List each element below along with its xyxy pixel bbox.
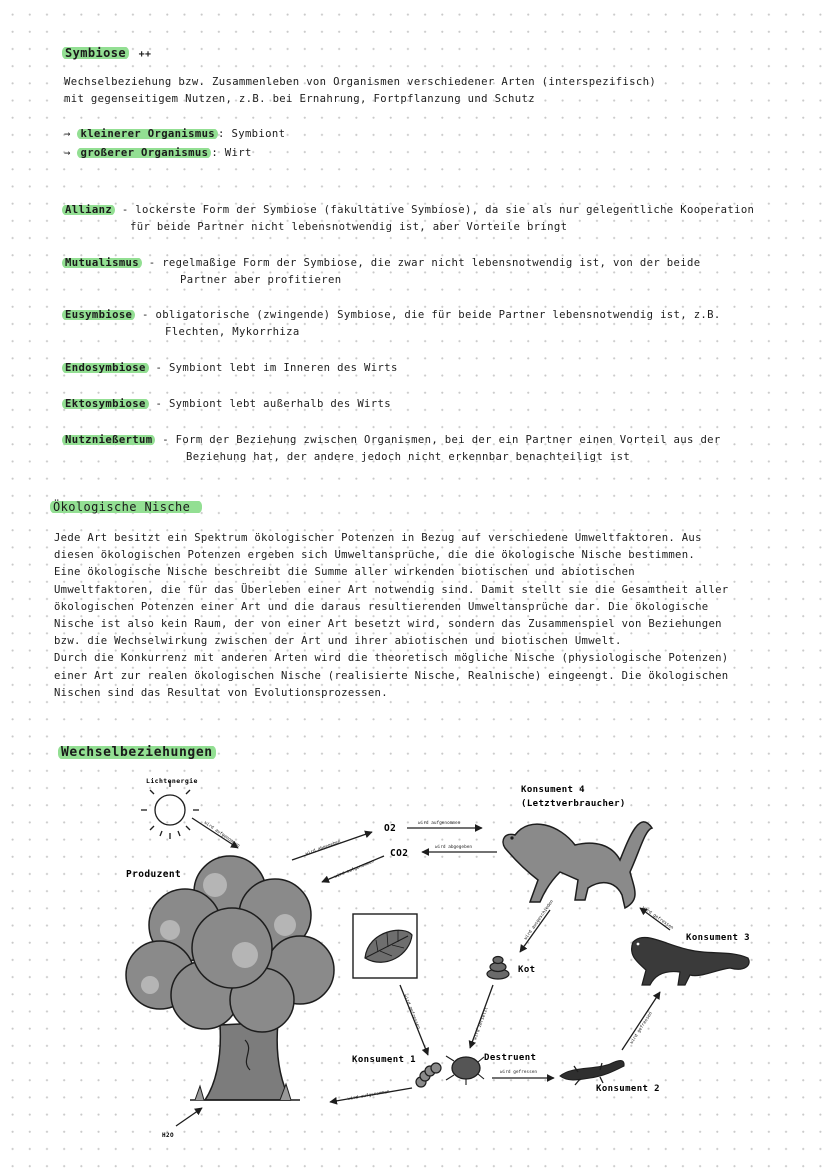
note-k2-k3: wird gefressen [629,1011,654,1046]
form-term: Nutznießertum [62,434,155,446]
nische-title: Ökologische Nische [50,500,202,514]
note-destruent-k2: wird gefressen [500,1070,538,1075]
note-o2-taken: wird aufgenommen [418,821,461,826]
note-k1-tree: wird aufgenommen [347,1089,391,1102]
label-h2o: H2O [162,1132,175,1139]
symbiont-colon: : [218,128,225,140]
form-line-1: - Symbiont lebt im Inneren des Wirts [155,362,398,374]
note-k3-k4: wird gefressen [640,905,675,931]
sun-icon [141,781,199,839]
note-o2-given: wird abgegeben [304,839,342,857]
form-term: Mutualismus [62,257,142,269]
symbiose-heading [62,42,151,61]
food-web-diagram [0,760,828,1169]
symbiont-value: Symbiont [231,128,286,140]
note-co2-taken: wird aufgenommen [333,859,375,880]
note-leaf-k1: wird gefressen [402,993,421,1031]
wirt-value: Wirt [224,147,252,159]
form-term: Eusymbiose [62,309,135,321]
note-co2-given: wird abgegeben [435,845,473,850]
form-line-2: Beziehung hat, der andere jedoch nicht erkennbar benachteiligt ist [186,451,631,463]
symbiose-title: Symbiose [62,46,129,60]
caterpillar-icon [416,1063,441,1087]
puma-icon [503,822,652,908]
arrow-salamander-marten [622,992,660,1050]
form-line-1: - obligatorische (zwingende) Symbiose, die für beide Partner lebensnotwendig ist, z.B. [142,309,721,321]
wechsel-title: Wechselbeziehungen [58,745,216,760]
label-co2: CO2 [390,848,409,859]
arrow-right-icon: → [64,128,71,140]
nische-heading [50,496,202,515]
marten-icon [632,937,750,985]
form-nutzniessertum [62,432,721,449]
form-endosymbiose [62,360,398,377]
note-k4-kot: wird ausgeschieden [523,899,555,942]
form-line-2: für beide Partner nicht lebensnotwendig ist, aber Vorteile bringt [130,221,568,233]
form-line-1: - regelmaßige Form der Symbiose, die zwar nicht lebensnotwendig ist, von der beide [148,257,701,269]
wirt-line [64,145,252,162]
form-allianz [62,202,754,219]
label-lichtenergie: Lichtenergie [146,777,198,785]
label-konsument4: Konsument 4 [521,785,586,795]
form-line-2: Flechten, Mykorrhiza [165,326,300,338]
symbiont-line [64,126,285,143]
wirt-colon: : [211,147,219,159]
nische-paragraph: Jede Art besitzt ein Spektrum ökologischer Potenzen in Bezug auf verschiedene Umweltfaktoren. Aus diesen ökologischen Potenzen ergeben sich Umweltansprüche, die die ökologische Nische bestimmen. Eine ökologische Nische beschreibt die Summe aller wirkenden biotischen und abiotischen Umweltfaktoren, die für das Überleben einer Art notwendig sind. Damit stellt sie die Gesamtheit aller ökologischen Potenzen einer Art und die daraus resultierenden Umweltansprüche dar. Die ökologische Nische ist also kein Raum, der von einer Art besetzt wird, sondern das Zusammenspiel von Beziehungen bzw. die Wechselwirkung zwischen der Art und ihrer abiotischen und biotischen Umwelt. Durch die Konkurrenz mit anderen Arten wird die theoretisch mögliche Nische (physiologische Potenzen) einer Art zur realen ökologischen Nische (realisierte Nische, Realnische) eingeengt. Die ökologischen Nischen sind das Resultat von Evolutionsprozessen. [54,532,729,699]
form-term: Allianz [62,204,115,216]
arrow-puma-kot [520,910,550,952]
note-kot-destruent: wird zersetzt [473,1006,490,1041]
label-produzent: Produzent [126,869,182,880]
beetle-icon [446,1056,484,1085]
label-destruent: Destruent [484,1053,537,1063]
form-line-1: - lockerste Form der Symbiose (fakultative Symbiose), da sie als nur gelegentliche Kooperation [121,204,755,216]
symbiose-definition-line-2: mit gegenseitigem Nutzen, z.B. bei Ernahrung, Fortpflanzung und Schutz [64,93,535,105]
label-konsument1: Konsument 1 [352,1055,417,1065]
symbiont-term: kleinerer Organismus [77,128,218,140]
form-term: Endosymbiose [62,362,149,374]
wirt-term: großerer Organismus [77,147,211,159]
form-eusymbiose [62,307,721,324]
label-o2: O2 [384,823,397,834]
label-konsument2: Konsument 2 [596,1084,661,1094]
wechsel-heading [58,741,216,760]
poop-icon [487,957,509,980]
form-mutualismus [62,255,700,272]
form-line-1: - Symbiont lebt außerhalb des Wirts [155,398,391,410]
label-kot: Kot [518,965,536,975]
form-ektosymbiose [62,396,391,413]
arrow-water-tree [176,1108,202,1126]
tree-icon [126,856,334,1100]
label-letztverbraucher: (Letztverbraucher) [521,799,626,809]
symbiose-definition-line-1: Wechselbeziehung bzw. Zusammenleben von Organismen verschiedener Arten (interspezifisch) [64,76,657,88]
note-sun: wird aufgenommen [202,820,241,849]
form-line-2: Partner aber profitieren [180,274,342,286]
salamander-icon [560,1061,624,1086]
symbiose-title-mark: ++ [138,49,152,60]
arrow-right-icon: → [64,147,71,159]
label-konsument3: Konsument 3 [686,933,751,943]
form-term: Ektosymbiose [62,398,149,410]
form-line-1: - Form der Beziehung zwischen Organismen, bei der ein Partner einen Vorteil aus der [162,434,721,446]
